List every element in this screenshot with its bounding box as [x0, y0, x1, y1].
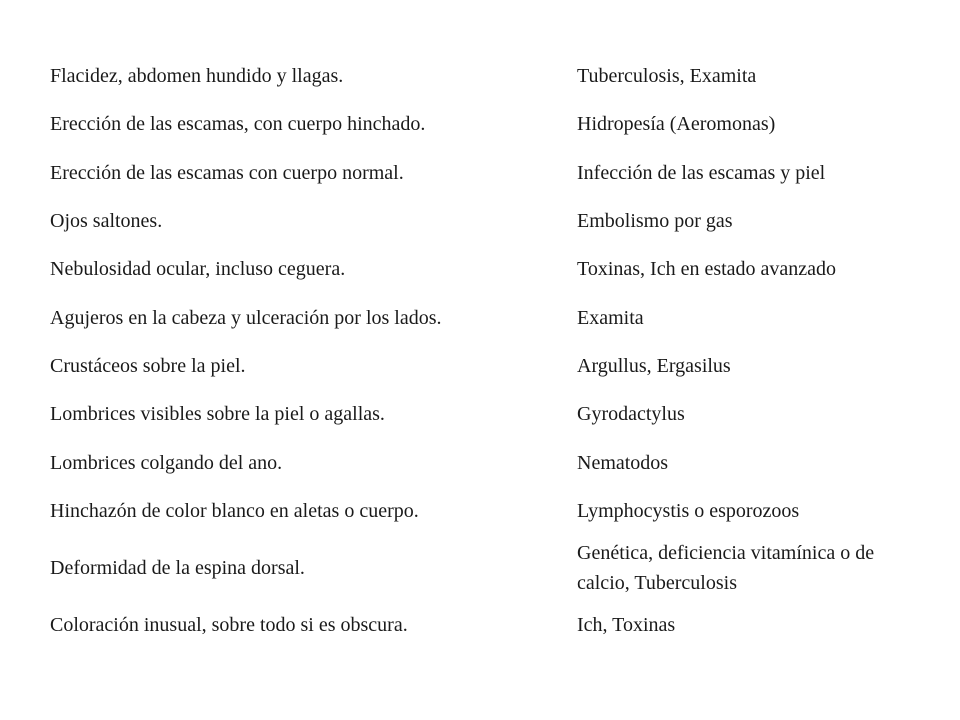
- cause-cell: Hidropesía (Aeromonas): [577, 113, 776, 136]
- symptom-cell: Lombrices visibles sobre la piel o agallas.: [50, 403, 385, 426]
- table-row: [38, 245, 918, 293]
- table-row: [38, 293, 918, 341]
- symptom-cell: Erección de las escamas con cuerpo normal.: [50, 161, 404, 184]
- cause-cell: Genética, deficiencia vitamínica o de calcio, Tuberculosis: [577, 541, 875, 594]
- symptom-cell: Erección de las escamas, con cuerpo hinchado.: [50, 113, 426, 136]
- table-row: [38, 535, 918, 601]
- cause-cell: Embolismo por gas: [577, 210, 733, 233]
- table-row: [38, 438, 918, 486]
- table-row: [38, 100, 918, 148]
- cause-cell: Tuberculosis, Examita: [577, 65, 757, 88]
- table-row: [38, 487, 918, 535]
- symptom-cell: Agujeros en la cabeza y ulceración por los lados.: [50, 306, 442, 329]
- table-row: [38, 601, 918, 649]
- symptom-cell: Crustáceos sobre la piel.: [50, 354, 246, 377]
- symptom-cell: Nebulosidad ocular, incluso ceguera.: [50, 258, 346, 281]
- symptom-cell: Hinchazón de color blanco en aletas o cuerpo.: [50, 499, 419, 522]
- cause-cell: Ich, Toxinas: [577, 614, 676, 637]
- symptom-cell: Flacidez, abdomen hundido y llagas.: [50, 65, 344, 88]
- table-row: [38, 149, 918, 197]
- table-row: [38, 52, 918, 100]
- table-row: [38, 342, 918, 390]
- cause-cell: Nematodos: [577, 451, 669, 474]
- cause-cell: Gyrodactylus: [577, 403, 685, 426]
- table-row: [38, 390, 918, 438]
- symptom-cell: Lombrices colgando del ano.: [50, 451, 283, 474]
- symptom-table: [38, 52, 918, 649]
- table-row: [38, 197, 918, 245]
- symptom-cell: Coloración inusual, sobre todo si es obscura.: [50, 614, 408, 637]
- cause-cell: Lymphocystis o esporozoos: [577, 499, 800, 522]
- cause-cell: Argullus, Ergasilus: [577, 354, 731, 377]
- symptom-cell: Ojos saltones.: [50, 210, 163, 233]
- cause-cell: Toxinas, Ich en estado avanzado: [577, 258, 837, 281]
- cause-cell: Infección de las escamas y piel: [577, 161, 826, 184]
- cause-cell: Examita: [577, 306, 644, 329]
- symptom-cell: Deformidad de la espina dorsal.: [50, 556, 305, 579]
